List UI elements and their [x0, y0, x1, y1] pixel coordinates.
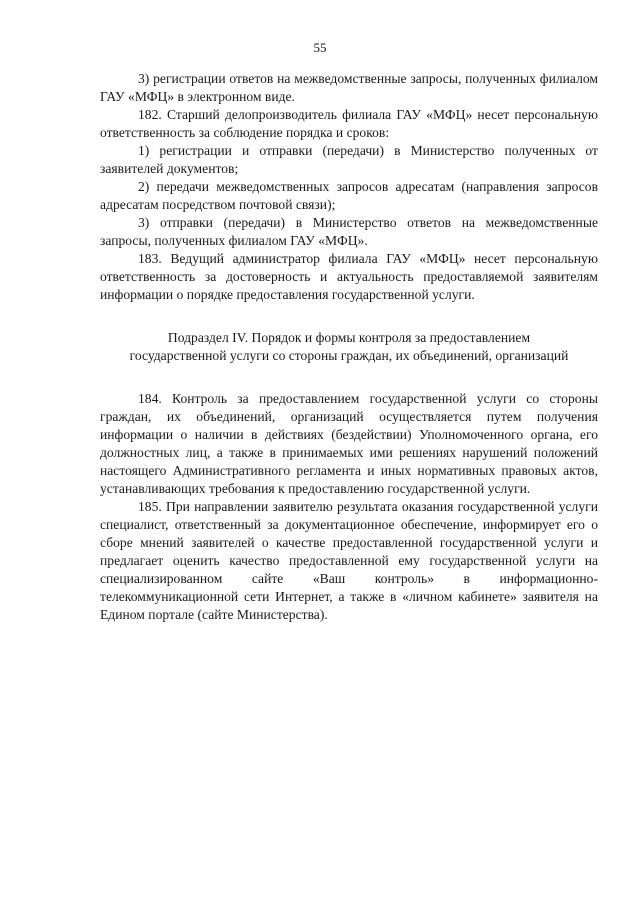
subsection-heading-line-2: государственной услуги со стороны граждан, их объединений, организаций — [129, 348, 569, 363]
paragraph-item-1: 1) регистрации и отправки (передачи) в Министерство полученных от заявителей документов; — [100, 143, 598, 176]
paragraph-item-3-sending: 3) отправки (передачи) в Министерство ответов на межведомственные запросы, полученных филиалом ГАУ «МФЦ». — [100, 215, 598, 248]
paragraph-item-3-registration: 3) регистрации ответов на межведомственные запросы, полученных филиалом ГАУ «МФЦ» в электронном виде. — [100, 71, 598, 104]
page-number: 55 — [313, 40, 327, 55]
paragraph-184: 184. Контроль за предоставлением государственной услуги со стороны граждан, их объединений, организаций осуществляется путем получения информации о наличии в действиях (бездействии) Уполномоченного органа, его должностных лиц, а также в принимаемых ими решениях нарушений положений настоящего Административного регламента и иных нормативных правовых актов, устанавливающих требования к предоставлению государственной услуги. — [100, 391, 598, 496]
subsection-heading-line-1: Подраздел IV. Порядок и формы контроля за предоставлением — [167, 330, 531, 345]
paragraph-item-2: 2) передачи межведомственных запросов адресатам (направления запросов адресатам посредством почтовой связи); — [100, 179, 598, 212]
paragraph-183: 183. Ведущий администратор филиала ГАУ «МФЦ» несет персональную ответственность за достоверность и актуальность предоставляемой заявителям информации о порядке предоставления государственной услуги. — [100, 251, 598, 302]
document-body — [100, 70, 598, 624]
paragraph-185: 185. При направлении заявителю результата оказания государственной услуги специалист, ответственный за документационное обеспечение, информирует его о сборе мнений заявителей о качестве предоставленной государственной услуги и предлагает оценить качество предоставленной ему государственной услуги на специализированном сайте «Ваш контроль» в информационно-телекоммуникационной сети Интернет, а также в «личном кабинете» заявителя на Едином портале (сайте Министерства). — [100, 499, 598, 622]
subsection-heading — [98, 329, 600, 365]
paragraph-182: 182. Старший делопроизводитель филиала ГАУ «МФЦ» несет персональную ответственность за соблюдение порядка и сроков: — [100, 107, 598, 140]
